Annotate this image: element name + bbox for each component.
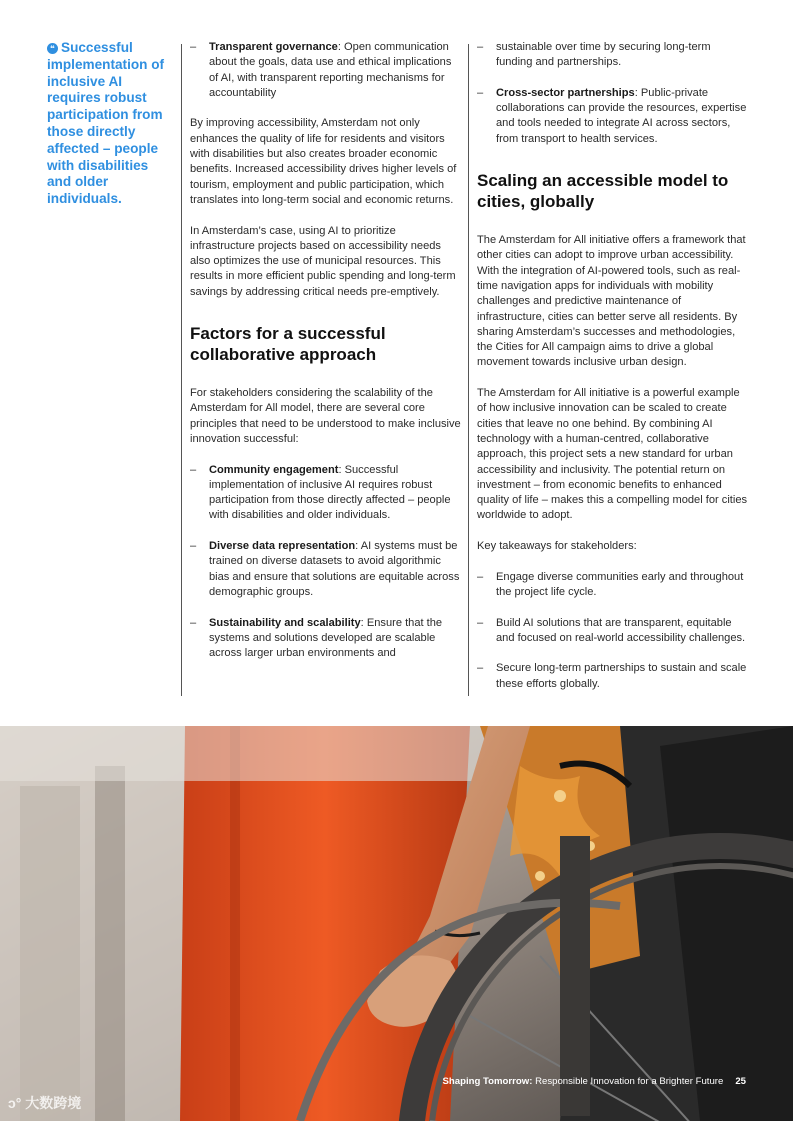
page-number: 25	[735, 1076, 746, 1087]
list-item: – Engage diverse communities early and throughout the project life cycle.	[477, 570, 749, 601]
column-divider	[468, 44, 469, 696]
bullet-list	[190, 40, 462, 101]
bullet-list	[477, 40, 749, 147]
section-heading: Scaling an accessible model to cities, globally	[477, 171, 729, 212]
page-footer	[443, 1076, 746, 1087]
column-2	[477, 40, 749, 707]
pull-quote-text: Successful implementation of inclusive AI requires robust participation from those directly affected – people with disabilities and older individuals.	[47, 40, 165, 207]
list-item: – Build AI solutions that are transparent, equitable and focused on real-world accessibility challenges.	[477, 616, 749, 647]
list-item-continued: – sustainable over time by securing long-term funding and partnerships.	[477, 40, 749, 71]
column-divider	[181, 44, 182, 696]
list-item: – Community engagement: Successful implementation of inclusive AI requires robust participation from those directly affected – people with disabilities and older individuals.	[190, 463, 462, 524]
list-item: – Sustainability and scalability: Ensure that the systems and solutions developed are scalable across larger urban environments and	[190, 616, 462, 662]
pull-quote	[47, 40, 175, 208]
paragraph: In Amsterdam’s case, using AI to prioritize infrastructure projects based on accessibility needs also optimizes the use of municipal resources. This results in more efficient public spending and long-term savings by addressing critical needs pre-emptively.	[190, 224, 456, 298]
footer-title: Responsible Innovation for a Brighter Future	[532, 1076, 724, 1087]
wheelchair-illustration	[0, 726, 793, 1121]
watermark-logo-icon: ↄ°	[8, 1095, 22, 1111]
paragraph: For stakeholders considering the scalability of the Amsterdam for All model, there are several core principles that need to be understood to make inclusive innovation successful:	[190, 387, 461, 445]
bullet-list	[190, 463, 462, 662]
footer-publication: Shaping Tomorrow:	[442, 1076, 533, 1087]
takeaway-list	[477, 570, 749, 692]
paragraph: The Amsterdam for All initiative offers a framework that other cities can adopt to improve urban accessibility. With the integration of AI-powered tools, such as real-time navigation apps for individuals with mobility challenges and predictive maintenance of infrastructure, cities can better serve all residents. By sharing Amsterdam’s successes and methodologies, the Cities for All campaign aims to drive a global movement towards inclusive urban design.	[477, 234, 746, 369]
watermark-text: 大数跨境	[25, 1095, 82, 1111]
list-item: – Cross-sector partnerships: Public-private collaborations can provide the resources, expertise and tools needed to integrate AI across sectors, from transport to health services.	[477, 86, 749, 147]
list-item: – Transparent governance: Open communication about the goals, data use and ethical implications of AI, with transparent reporting mechanisms for accountability	[190, 40, 462, 101]
paragraph: The Amsterdam for All initiative is a powerful example of how inclusive innovation can be scaled to create cities that leave no one behind. By combining AI technology with a human-centred, collaborative approach, this project sets a new standard for urban accessibility and inclusivity. The potential return on investment – from economic benefits to enhanced quality of life – makes this a compelling model for cities worldwide to adopt.	[477, 387, 748, 522]
paragraph: Key takeaways for stakeholders:	[477, 540, 637, 553]
list-item: – Diverse data representation: AI systems must be trained on diverse datasets to avoid algorithmic bias and ensure that solutions are equitable across demographic groups.	[190, 539, 462, 600]
watermark	[8, 1093, 81, 1113]
wheelchair-photo	[0, 726, 793, 1121]
section-heading: Factors for a successful collaborative approach	[190, 324, 386, 365]
list-item: – Secure long-term partnerships to sustain and scale these efforts globally.	[477, 661, 749, 692]
paragraph: By improving accessibility, Amsterdam not only enhances the quality of life for residents and visitors with disabilities but also creates broader economic benefits. Increased accessibility drives higher levels of tourism, employment and public participation, which translates into long-term social and economic returns.	[190, 117, 457, 206]
column-1	[190, 40, 462, 677]
quote-icon: ❝	[47, 43, 58, 54]
